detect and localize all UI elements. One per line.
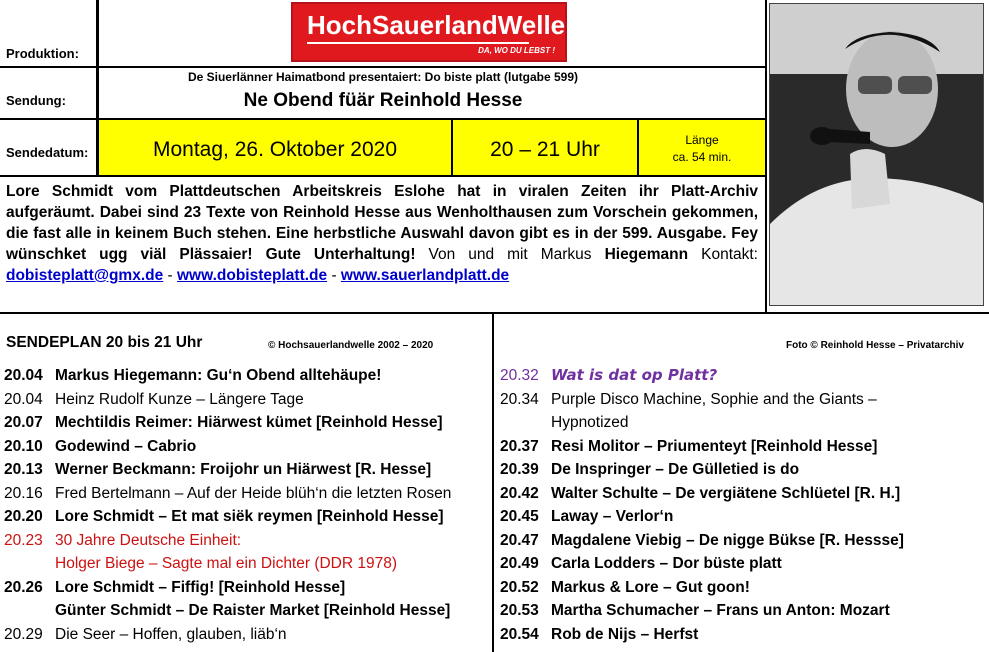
- schedule-time: 20.42: [500, 484, 539, 502]
- link-separator-1: -: [163, 267, 177, 284]
- divider-produktion: [0, 66, 765, 68]
- contact-label: Kontakt:: [688, 246, 758, 263]
- schedule-row: [4, 482, 451, 505]
- portrait-image: [770, 4, 984, 306]
- schedule-entry: Werner Beckmann: Froijohr un Hiärwest [R. Hesse]: [55, 461, 432, 478]
- length-label: Länge: [685, 133, 719, 147]
- schedule-row: [500, 576, 750, 599]
- broadcast-date: Montag, 26. Oktober 2020: [153, 138, 397, 161]
- sendedatum-label: Sendedatum:: [6, 145, 89, 160]
- schedule-entry: 30 Jahre Deutsche Einheit:: [55, 531, 242, 549]
- schedule-entry: Hypnotized: [551, 414, 629, 431]
- schedule-row: [500, 458, 799, 481]
- copyright-note: © Hochsauerlandwelle 2002 – 2020: [268, 340, 434, 351]
- schedule-entry: Resi Molitor – Priumenteyt [Reinhold Hesse]: [551, 437, 878, 455]
- divider-sendedatum: [0, 175, 765, 177]
- schedule-time: 20.23: [4, 531, 43, 549]
- schedule-row: [500, 411, 629, 434]
- schedule-title: SENDEPLAN 20 bis 21 Uhr: [6, 334, 203, 351]
- schedule-row: [500, 388, 877, 411]
- schedule-entry: Mechtildis Reimer: Hiärwest kümet [Reinhold Hesse]: [55, 414, 443, 431]
- schedule-row: [4, 529, 241, 552]
- schedule-entry: Markus & Lore – Gut goon!: [551, 578, 750, 596]
- length-value: ca. 54 min.: [672, 150, 732, 164]
- schedule-row: [4, 576, 345, 599]
- schedule-entry: Holger Biege – Sagte mal ein Dichter (DDR 1978): [55, 555, 398, 572]
- schedule-column-divider: [492, 314, 494, 652]
- schedule-entry: Heinz Rudolf Kunze – Längere Tage: [55, 390, 304, 408]
- schedule-time: 20.04: [4, 367, 43, 384]
- schedule-entry: Magdalene Viebig – De nigge Bükse [R. Hessse]: [551, 531, 904, 549]
- logo-name: HochSauerlandWelle: [307, 10, 566, 40]
- schedule-entry: Lore Schmidt – Et mat siëk reymen [Reinhold Hesse]: [55, 508, 444, 525]
- schedule-row: [4, 552, 397, 575]
- schedule-entry: Martha Schumacher – Frans un Anton: Mozart: [551, 602, 890, 619]
- schedule-entry: Purple Disco Machine, Sophie and the Giants –: [551, 390, 877, 408]
- reinhold-hesse-photo: [769, 3, 984, 306]
- station-logo: [291, 2, 567, 62]
- schedule-entry: Wat is dat op Platt?: [551, 366, 718, 384]
- schedule-entry: Carla Lodders – Dor büste platt: [551, 555, 782, 572]
- schedule-row: [4, 411, 443, 434]
- schedule-row: [4, 599, 450, 622]
- email-link[interactable]: dobisteplatt@gmx.de: [6, 267, 164, 284]
- description-host: Hiegemann: [604, 246, 689, 263]
- schedule-time: 20.47: [500, 531, 539, 549]
- link-separator-2: -: [327, 267, 341, 284]
- show-presenter-line: De Siuerlänner Haimatbond presentaiert: Do biste platt (lutgabe 599): [187, 70, 579, 84]
- schedule-row: [4, 458, 431, 481]
- schedule-time: 20.49: [500, 555, 539, 572]
- photo-credit: Foto © Reinhold Hesse – Privatarchiv: [786, 340, 964, 351]
- schedule-time: 20.37: [500, 437, 539, 455]
- photo-divider: [765, 0, 767, 312]
- schedule-time: 20.39: [500, 461, 539, 478]
- schedule-time: 20.20: [4, 508, 43, 525]
- schedule-row: [4, 505, 443, 528]
- schedule-time: 20.32: [500, 367, 539, 384]
- schedule-entry: Laway – Verlor‘n: [551, 508, 674, 525]
- schedule-time: 20.07: [4, 414, 43, 431]
- sendung-label: Sendung:: [6, 93, 66, 108]
- date-cell: [99, 120, 451, 175]
- schedule-row: [4, 388, 304, 411]
- schedule-entry: Walter Schulte – De vergiätene Schlüetel [R. H.]: [551, 484, 901, 502]
- section-divider: [0, 312, 989, 314]
- schedule-entry: Die Seer – Hoffen, glauben, liäb‘n: [55, 625, 287, 643]
- schedule-entry: Rob de Nijs – Herfst: [551, 625, 699, 643]
- schedule-entry: Markus Hiegemann: Gu‘n Obend alltehäupe!: [55, 367, 382, 384]
- schedule-time: 20.53: [500, 602, 539, 619]
- schedule-entry: De Inspringer – De Gülletied is do: [551, 461, 800, 478]
- schedule-time: 20.34: [500, 390, 539, 408]
- logo-underline: [307, 42, 529, 44]
- schedule-time: 20.52: [500, 578, 539, 596]
- schedule-time: 20.26: [4, 578, 43, 596]
- length-cell: [639, 120, 765, 175]
- schedule-entry: Fred Bertelmann – Auf der Heide blüh‘n die letzten Rosen: [55, 484, 452, 502]
- website-link-dobisteplatt[interactable]: www.dobisteplatt.de: [177, 267, 328, 284]
- schedule-row: [4, 364, 381, 387]
- schedule-entry: Günter Schmidt – De Raister Market [Reinhold Hesse]: [55, 602, 451, 619]
- schedule-time: 20.45: [500, 508, 539, 525]
- website-link-sauerlandplatt[interactable]: www.sauerlandplatt.de: [340, 267, 510, 284]
- show-description: [6, 181, 758, 286]
- schedule-row: [500, 552, 782, 575]
- schedule-time: 20.04: [4, 390, 43, 408]
- description-bold: Lore Schmidt vom Plattdeutschen Arbeitskreis Eslohe hat in viralen Zeiten ihr Platt-Archiv aufgeräumt. Dabei sind 23 Texte von Reinhold Hesse aus Wenholthausen zum Vorschein gekommen, die fast alle in keinem Buch stehen. Eine herbstliche Auswahl davon gibt es in der 599. Ausgabe. Fey wünschket ugg viäl Plässaier! Gute Unterhaltung!: [6, 183, 758, 263]
- broadcast-time: 20 – 21 Uhr: [490, 138, 600, 161]
- schedule-row: [4, 623, 287, 646]
- schedule-entry: Godewind – Cabrio: [55, 437, 197, 455]
- schedule-time: 20.10: [4, 437, 43, 455]
- schedule-row: [500, 505, 673, 528]
- schedule-row: [4, 435, 196, 458]
- schedule-entry: Lore Schmidt – Fiffig! [Reinhold Hesse]: [55, 578, 346, 596]
- show-title: Ne Obend füär Reinhold Hesse: [243, 90, 523, 111]
- schedule-time: 20.54: [500, 625, 539, 643]
- schedule-time: 20.13: [4, 461, 43, 478]
- time-cell: [453, 120, 637, 175]
- schedule-row: [500, 529, 904, 552]
- schedule-row: [500, 435, 877, 458]
- schedule-time: 20.16: [4, 484, 43, 502]
- schedule-row: [500, 599, 890, 622]
- schedule-row: [500, 482, 900, 505]
- schedule-row: [500, 623, 698, 646]
- schedule-row: [500, 364, 717, 387]
- schedule-time: 20.29: [4, 625, 43, 643]
- logo-tagline: DA, WO DU LEBST !: [478, 46, 555, 55]
- description-normal: Von und mit Markus: [415, 246, 592, 263]
- produktion-label: Produktion:: [6, 46, 79, 61]
